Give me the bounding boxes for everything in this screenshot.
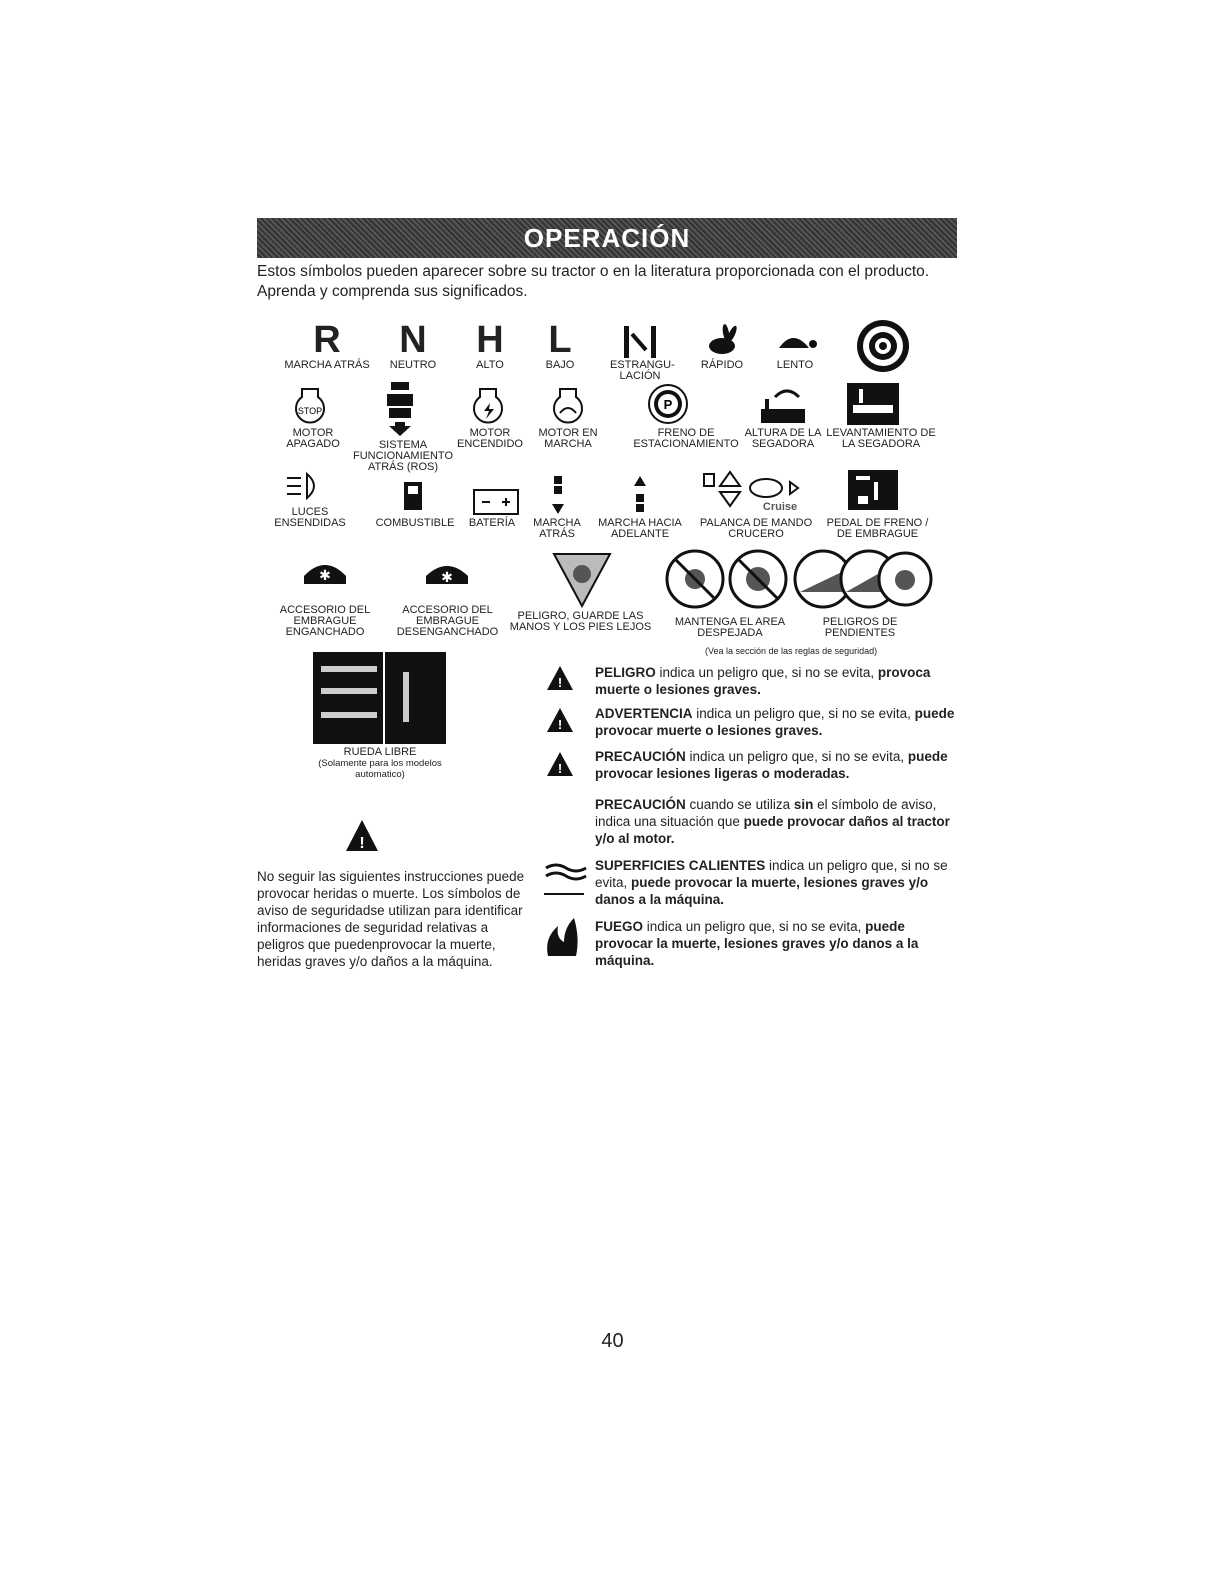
svg-text:✱: ✱: [441, 569, 453, 585]
warning-paragraph: No seguir las siguientes instrucciones puede provocar heridas o muerte. Los símbolos de aviso de seguridadse utilizan para identificar informaciones de seguridad relativas a peligros que puedenprovocar la muerte, heridas graves y/o daños a la máquina.: [257, 869, 525, 969]
fire-key: FUEGO: [595, 919, 644, 934]
parking-brake-icon: [647, 383, 689, 425]
hot-surface-definition: [595, 857, 955, 908]
high-label: ALTO: [476, 359, 504, 371]
caution-definition: [595, 748, 955, 782]
svg-text:!: !: [557, 717, 563, 732]
svg-text:!: !: [359, 835, 365, 852]
battery-icon: [472, 484, 520, 516]
danger-text: indica un peligro que, si no se evita,: [655, 665, 878, 680]
warning-definition: [595, 705, 955, 739]
svg-text:!: !: [557, 675, 563, 690]
hand-foot-danger-icon: [552, 552, 612, 608]
svg-text:!: !: [557, 761, 563, 776]
warning-bold: puede provocar muerte o lesiones graves.: [595, 706, 955, 738]
section-banner: [257, 218, 957, 258]
caution-nosymbol-definition: [595, 796, 955, 847]
symbol-low: [535, 320, 585, 371]
caution2-key: PRECAUCIÓN: [595, 797, 686, 812]
mower-height-icon: [755, 385, 810, 425]
low-letter: L: [548, 319, 572, 361]
slow-label: LENTO: [776, 359, 814, 371]
caution-alert-icon: [545, 750, 575, 778]
high-letter: H: [476, 319, 504, 361]
engine-start-label: MOTOR ENCENDIDO: [456, 427, 523, 450]
forward-run-label: MARCHA HACIA ADELANTE: [598, 517, 682, 540]
cruise-label: PALANCA DE MANDO CRUCERO: [699, 517, 813, 540]
danger-bold: provoca muerte o lesiones graves.: [595, 665, 931, 697]
slope-label: PELIGROS DE PENDIENTES: [822, 616, 898, 639]
symbol-engine-run: [546, 385, 590, 427]
danger-definition: [595, 664, 955, 698]
reverse-letter: R: [313, 319, 341, 361]
safety-alert-icon: [344, 818, 380, 854]
symbol-fast: [692, 322, 752, 371]
free-wheel-icon: [313, 652, 446, 744]
symbol-slow: [765, 322, 825, 371]
brake-clutch-pedal-icon: [848, 470, 898, 510]
mower-lift-icon: [847, 383, 899, 425]
symbol-neutral: [383, 320, 443, 371]
warning-text: indica un peligro que, si no se evita,: [692, 706, 915, 721]
pto-icon: [855, 318, 911, 374]
caution-bold: puede provocar lesiones ligeras o moderadas.: [595, 749, 948, 781]
lights-icon: [285, 468, 325, 504]
danger-key: PELIGRO: [595, 665, 656, 680]
fire-definition: [595, 918, 955, 969]
hand-foot-label: PELIGRO, GUARDE LAS MANOS Y LOS PIES LEJOS: [509, 610, 652, 633]
free-wheel-caption: [300, 747, 460, 780]
caution-text: indica un peligro que, si no se evita,: [685, 749, 908, 764]
engine-stop-label: MOTOR APAGADO: [286, 427, 340, 450]
reverse-operation-system-icon: [383, 380, 417, 436]
battery-label: BATERÍA: [468, 517, 516, 529]
fast-label: RÁPIDO: [700, 359, 744, 371]
fire-t1: indica un peligro que, si no se evita,: [643, 919, 866, 934]
hot-t1: indica un peligro que, si no se evita,: [595, 858, 948, 890]
warning-alert-icon: [545, 706, 575, 734]
cruise-control-icon: [700, 466, 812, 514]
svg-text:✱: ✱: [319, 567, 331, 583]
keep-area-clear-icon: [664, 548, 790, 610]
symbol-ros: [380, 380, 420, 436]
free-wheel-label: RUEDA LIBRE: [343, 746, 417, 758]
hot-key: SUPERFICIES CALIENTES: [595, 858, 766, 873]
engine-start-icon: [468, 385, 508, 427]
keep-clear-label: MANTENGA EL AREA DESPEJADA: [674, 616, 786, 639]
fuel-label: COMBUSTIBLE: [375, 517, 455, 529]
caution2-t1: cuando se utiliza: [685, 797, 794, 812]
page-number: 40: [601, 1330, 624, 1352]
engine-run-label: MOTOR EN MARCHA: [538, 427, 598, 450]
hot-surface-icon: [540, 858, 588, 898]
fire-b1: puede provocar la muerte, lesiones graves y/o danos a la máquina.: [595, 919, 919, 968]
choke-label: ESTRANGU- LACIÓN: [610, 359, 675, 382]
low-label: BAJO: [545, 359, 575, 371]
mower-height-label: ALTURA DE LA SEGADORA: [744, 427, 822, 450]
symbol-high: [465, 320, 515, 371]
ros-label: SISTEMA FUNCIONAMIENTO ATRÁS (ROS): [352, 439, 454, 473]
neutral-label: NEUTRO: [389, 359, 437, 371]
parking-p-text: P: [663, 397, 673, 412]
slope-hazard-icon: [792, 548, 934, 610]
caution-key: PRECAUCIÓN: [595, 749, 686, 764]
attachment-clutch-disengaged-icon: [422, 560, 472, 592]
turtle-icon: [773, 322, 817, 360]
lights-label: LUCES ENSENDIDAS: [274, 506, 346, 529]
caution2-t2: el símbolo de aviso, indica una situación que: [595, 797, 937, 829]
clutch-engaged-label: ACCESORIO DEL EMBRAGUE ENGANCHADO: [279, 604, 371, 638]
neutral-letter: N: [399, 319, 427, 361]
stop-text: STOP: [297, 406, 323, 416]
choke-icon: [620, 322, 660, 360]
caution2-b2: puede provocar daños al tractor y/o al motor.: [595, 814, 950, 846]
attachment-clutch-engaged-icon: [300, 556, 350, 596]
page-title: OPERACIÓN: [523, 222, 691, 253]
danger-alert-icon: [545, 664, 575, 692]
reverse-run-label: MARCHA ATRÁS: [533, 517, 581, 540]
forward-arrow-icon: [630, 474, 650, 516]
parking-brake-label: FRENO DE ESTACIONAMIENTO: [633, 427, 739, 450]
cruise-text: Cruise: [762, 501, 798, 513]
fuel-icon: [398, 478, 428, 514]
brake-clutch-label: PEDAL DE FRENO / DE EMBRAGUE: [826, 517, 929, 540]
engine-stop-icon: [290, 385, 330, 427]
reverse-arrow-icon: [548, 474, 568, 516]
safety-rules-note: (Vea la sección de las reglas de seguridad): [705, 646, 878, 656]
reverse-label: MARCHA ATRÁS: [284, 359, 370, 371]
fire-icon: [542, 916, 582, 958]
engine-run-icon: [548, 385, 588, 427]
warning-key: ADVERTENCIA: [595, 706, 693, 721]
symbol-engine-start: [466, 385, 510, 427]
symbol-reverse: [272, 320, 382, 371]
caution2-b1: sin: [793, 797, 814, 812]
intro-text: Estos símbolos pueden aparecer sobre su tractor o en la literatura proporcionada con el producto. Aprenda y comprenda sus significados.: [257, 263, 930, 300]
hot-b1: puede provocar la muerte, lesiones graves y/o danos a la máquina.: [595, 875, 929, 907]
mower-lift-label: LEVANTAMIENTO DE LA SEGADORA: [826, 427, 936, 450]
free-wheel-note: (Solamente para los modelos automatico): [318, 758, 442, 780]
rabbit-icon: [702, 322, 742, 360]
symbol-engine-stop: [280, 385, 340, 427]
clutch-disengaged-label: ACCESORIO DEL EMBRAGUE DESENGANCHADO: [396, 604, 499, 638]
symbol-choke: [600, 322, 680, 382]
